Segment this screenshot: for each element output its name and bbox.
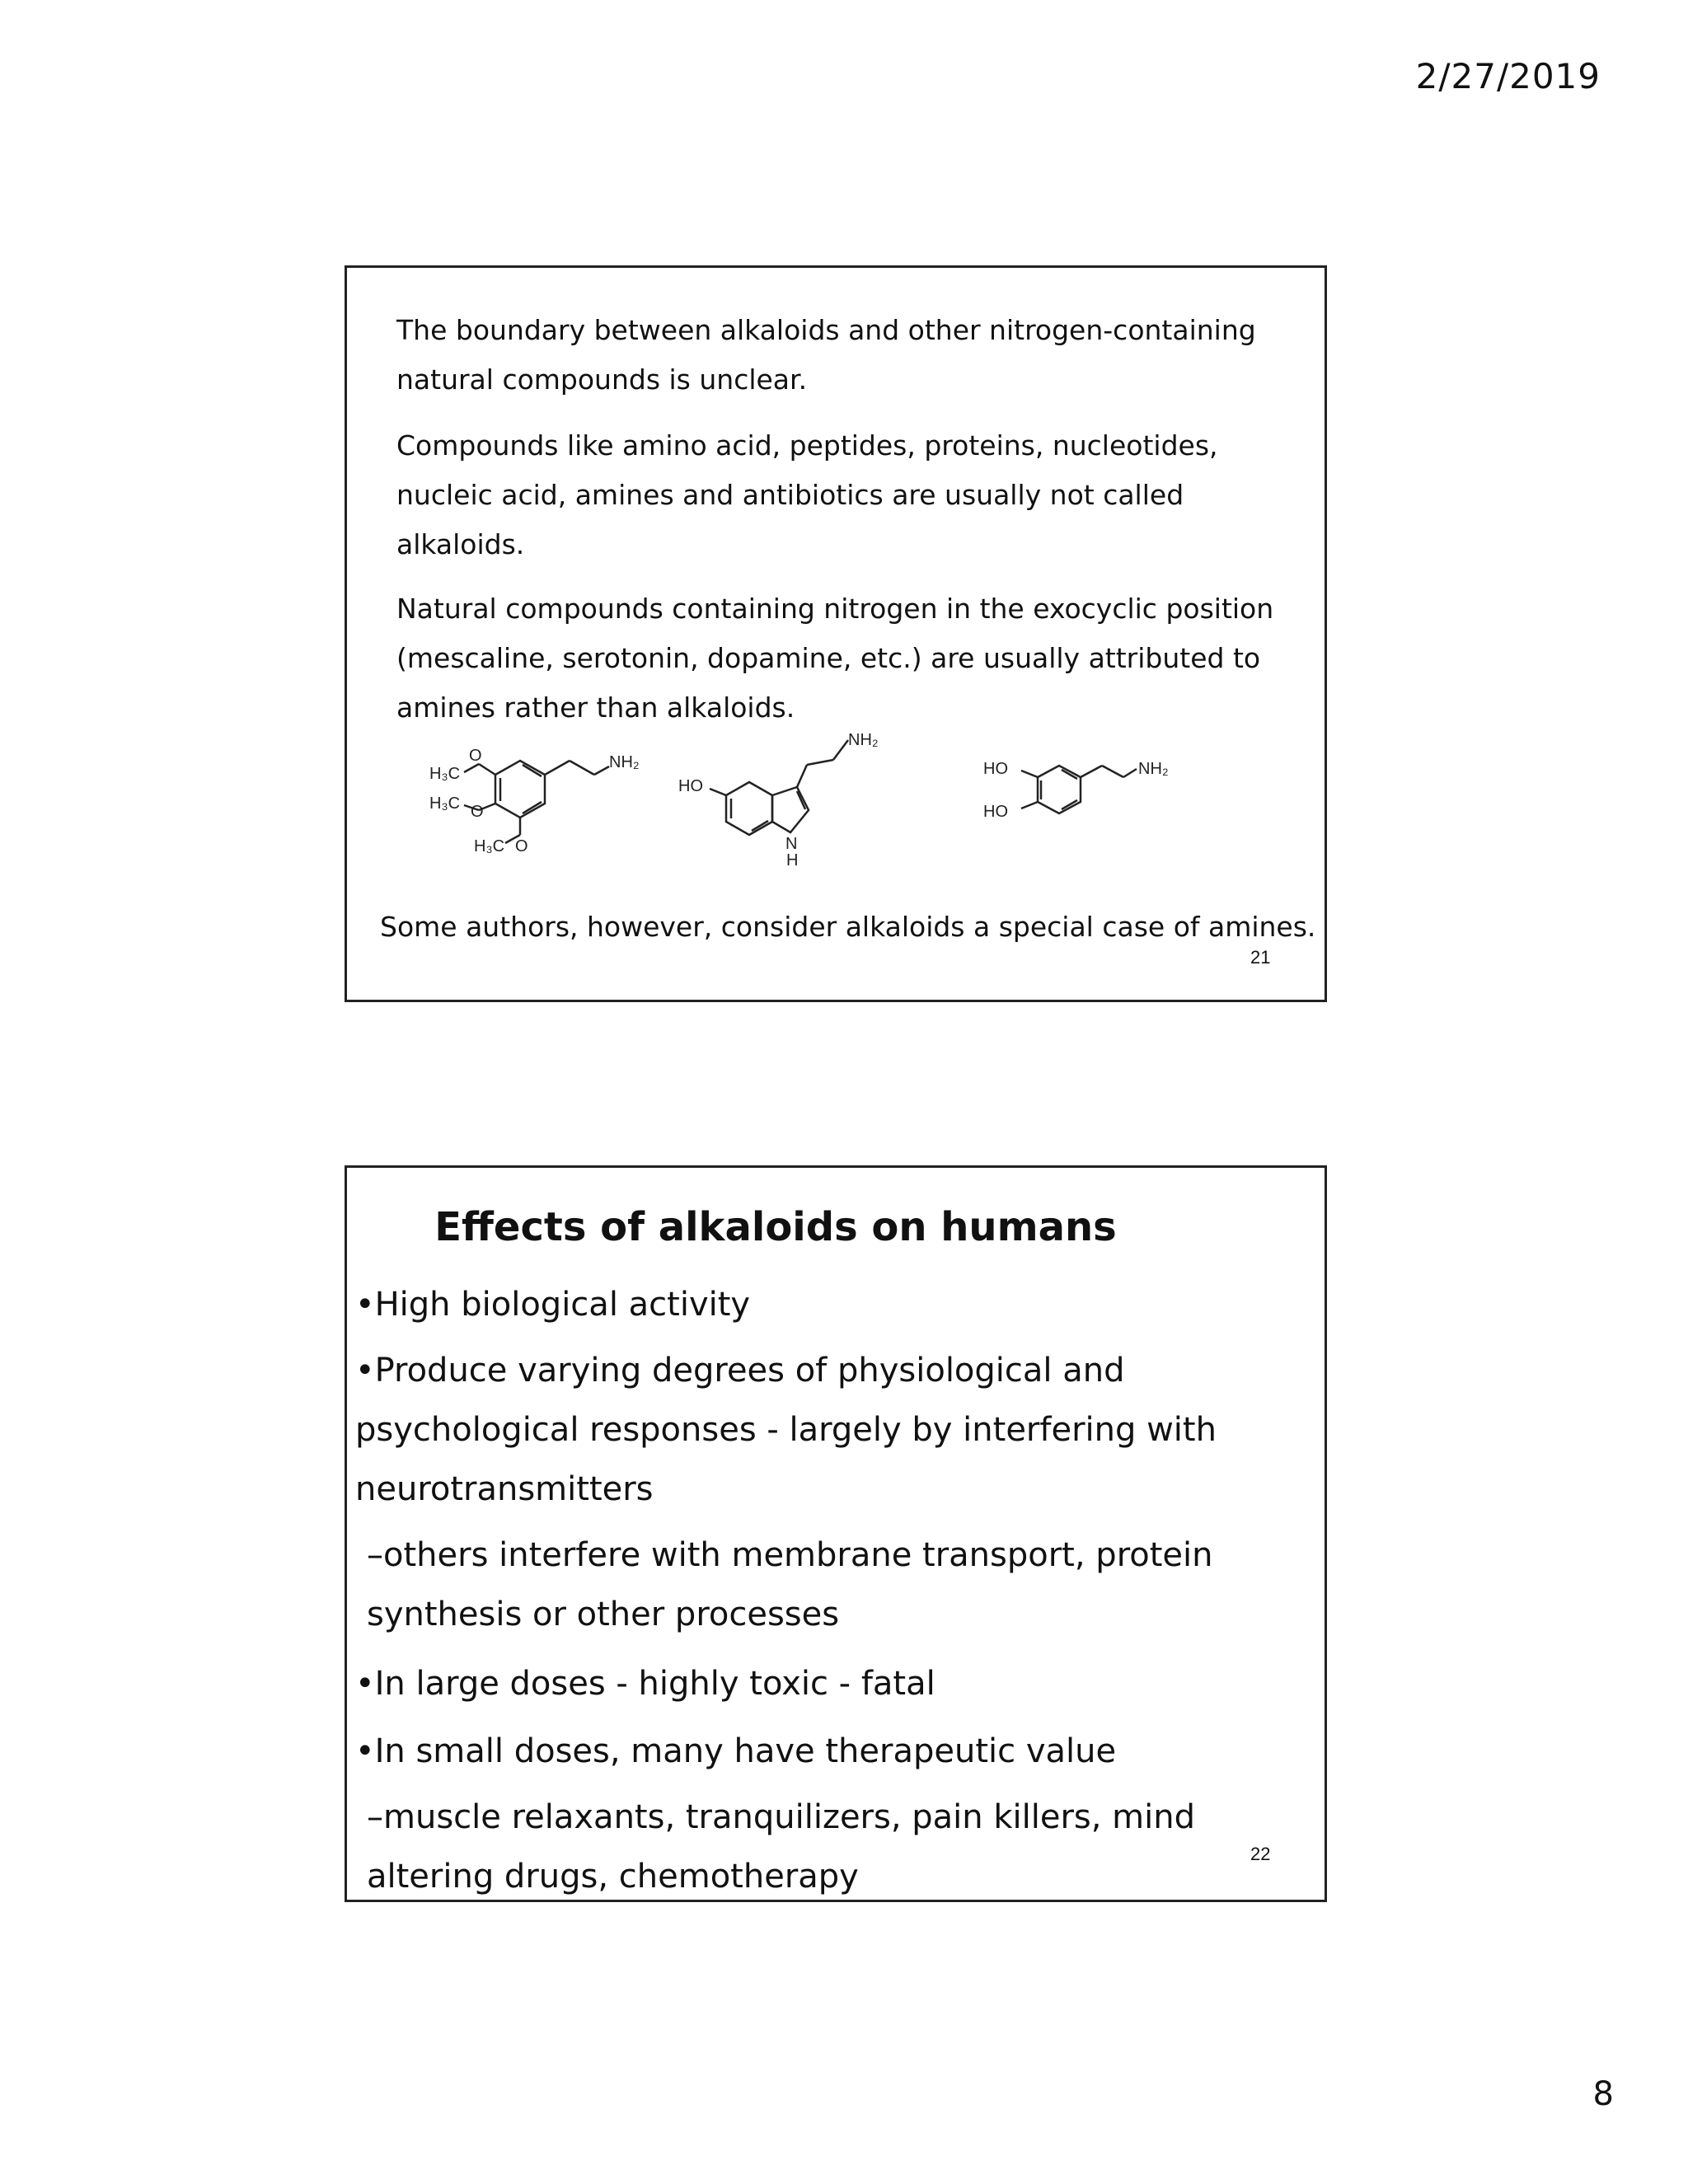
document-date: 2/27/2019 [1415,56,1601,96]
mescaline-oxygen-1: O [469,747,482,765]
serotonin-amine: NH₂ [848,733,879,749]
mescaline-oxygen-3: O [515,837,528,855]
bullet-high-activity: •High biological activity [355,1286,751,1324]
subbullet-therapeutic-uses: –muscle relaxants, tranquilizers, pain killers, mind altering drugs, chemotherapy [367,1798,1195,1896]
slide-21 [345,265,1327,1002]
dopamine-amine: NH₂ [1138,760,1169,778]
slide21-paragraph-3: Natural compounds containing nitrogen in the exocyclic position (mescaline, serotonin, dopamine, etc.) are usually attributed to amines rather than alkaloids. [396,593,1274,724]
page-number: 8 [1592,2075,1614,2113]
slide21-paragraph-1: The boundary between alkaloids and other nitrogen-containing natural compounds is unclear. [396,314,1256,396]
mescaline-structure [396,738,644,869]
mescaline-oxygen-2: O [471,803,484,821]
slide-22 [345,1165,1327,1902]
dopamine-structure [982,754,1196,845]
mescaline-methyl-1: H₃C [429,765,461,783]
slide22-number: 22 [1250,1844,1271,1864]
slide21-paragraph-2: Compounds like amino acid, peptides, proteins, nucleotides, nucleic acid, amines and antibiotics are usually not called alkaloids. [396,429,1218,560]
slide21-footer-text: Some authors, however, consider alkaloids a special case of amines. [380,911,1316,943]
dopamine-hydroxyl-1: HO [983,760,1008,778]
dopamine-hydroxyl-2: HO [983,803,1008,821]
serotonin-hydrogen: H [786,851,799,869]
mescaline-methyl-2: H₃C [429,794,461,813]
subbullet-membrane-transport: –others interfere with membrane transport, protein synthesis or other processes [367,1536,1213,1633]
mescaline-methyl-3: H₃C [474,837,505,855]
serotonin-hydroxyl: HO [678,777,703,795]
slide21-number: 21 [1250,947,1271,968]
mescaline-amine: NH₂ [609,753,640,771]
serotonin-nitrogen: N [785,835,798,853]
serotonin-structure [677,733,924,882]
bullet-small-doses: •In small doses, many have therapeutic value [355,1732,1117,1770]
bullet-large-doses: •In large doses - highly toxic - fatal [355,1665,935,1703]
bullet-physiological-responses: •Produce varying degrees of physiological and psychological responses - largely by interfering with neurotransmitters [355,1352,1217,1508]
slide22-title: Effects of alkaloids on humans [434,1204,1117,1250]
